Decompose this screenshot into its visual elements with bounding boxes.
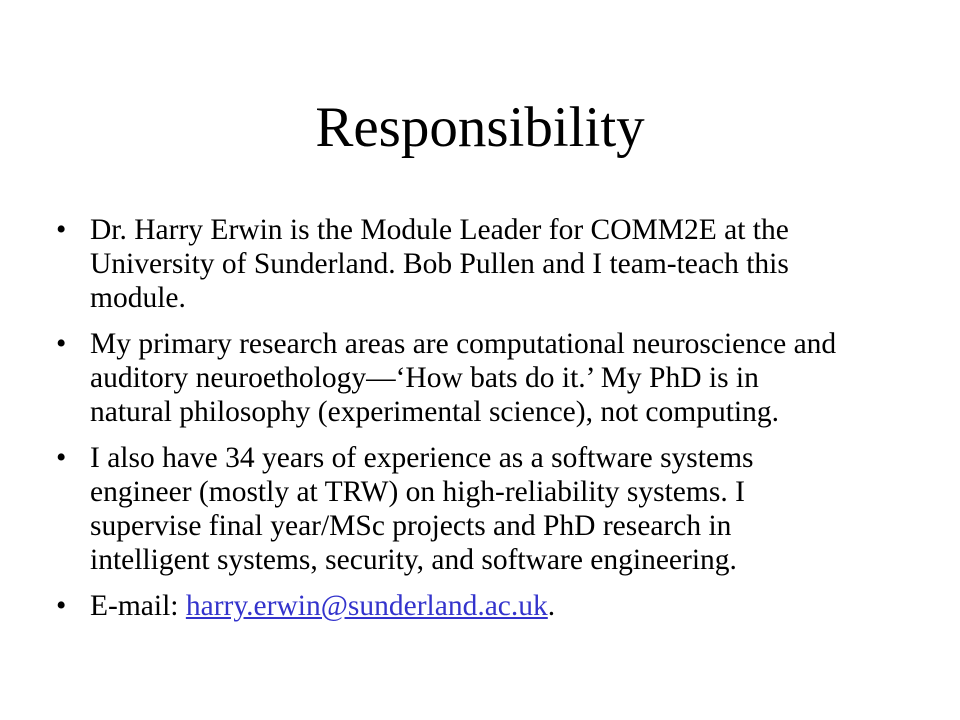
bullet-line: natural philosophy (experimental science), not computing. xyxy=(90,396,779,428)
bullet-item-research-areas xyxy=(56,327,916,429)
bullet-line: module. xyxy=(90,282,186,314)
bullet-line: My primary research areas are computational neuroscience and xyxy=(90,328,837,360)
bullet-line: University of Sunderland. Bob Pullen and I team-teach this xyxy=(90,248,789,280)
email-trailing-period: . xyxy=(547,590,556,622)
bullet-item-email xyxy=(56,589,916,623)
slide-title: Responsibility xyxy=(315,96,645,159)
bullet-line: intelligent systems, security, and software engineering. xyxy=(90,544,737,576)
bullet-marker: • xyxy=(56,328,67,360)
email-label: E-mail: xyxy=(90,590,186,622)
bullet-marker: • xyxy=(56,442,67,474)
bullet-line: I also have 34 years of experience as a software systems xyxy=(90,442,754,474)
bullet-marker: • xyxy=(56,214,67,246)
bullet-marker: • xyxy=(56,590,67,622)
bullet-item-experience xyxy=(56,441,916,577)
bullet-line: auditory neuroethology—‘How bats do it.’ My PhD is in xyxy=(90,362,759,394)
bullet-line: supervise final year/MSc projects and PhD research in xyxy=(90,510,732,542)
email-link[interactable]: harry.erwin@sunderland.ac.uk xyxy=(185,590,548,622)
bullet-list xyxy=(56,213,916,635)
bullet-line: Dr. Harry Erwin is the Module Leader for COMM2E at the xyxy=(90,214,789,246)
bullet-line: engineer (mostly at TRW) on high-reliability systems. I xyxy=(90,476,745,508)
bullet-item-module-leader xyxy=(56,213,916,315)
